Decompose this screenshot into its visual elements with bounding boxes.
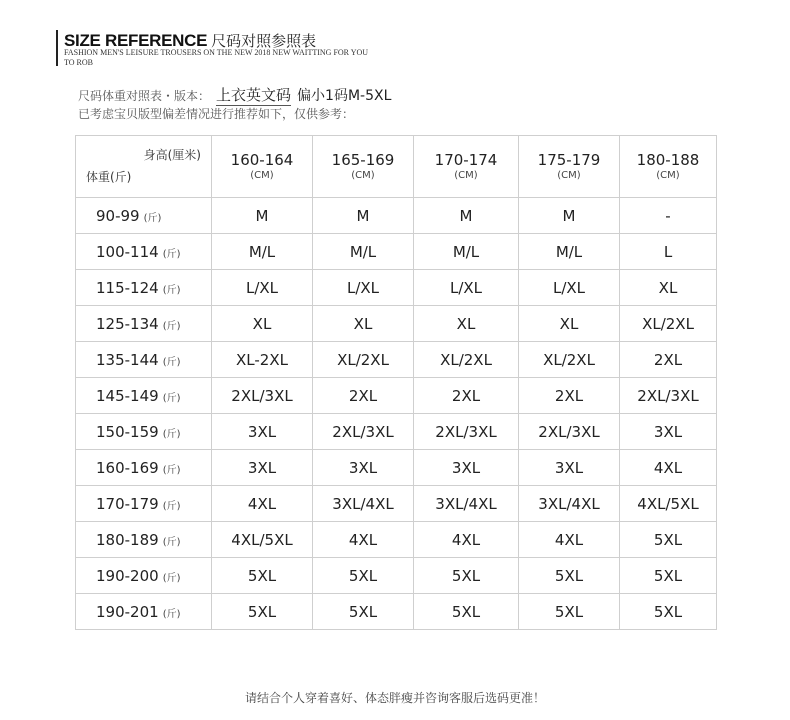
size-cell: XL [519,306,620,342]
height-range: 160-164 [230,150,294,169]
size-cell: XL [313,306,414,342]
size-cell: XL [212,306,313,342]
height-col-header [519,136,620,198]
weight-range: 190-201 [96,603,159,621]
size-cell: 4XL [313,522,414,558]
size-cell: 2XL/3XL [414,414,519,450]
weight-unit: (斤) [162,429,181,440]
height-unit: (CM) [656,169,680,181]
size-cell: 4XL/5XL [212,522,313,558]
size-cell: L [620,234,717,270]
size-cell: 5XL [212,594,313,630]
size-table [75,135,717,630]
size-cell: M/L [519,234,620,270]
table-row [76,270,717,306]
size-cell: 5XL [313,594,414,630]
height-range: 170-174 [434,150,498,169]
size-cell: 4XL [620,450,717,486]
size-cell: XL/2XL [519,342,620,378]
size-cell: M [313,198,414,234]
size-table-body [76,136,717,630]
weight-range: 135-144 [96,351,159,369]
weight-cell [76,486,212,522]
weight-range: 150-159 [96,423,159,441]
height-col-header [620,136,717,198]
weight-range: 145-149 [96,387,159,405]
size-cell: 3XL/4XL [313,486,414,522]
weight-unit: (斤) [162,249,181,260]
size-cell: 5XL [414,594,519,630]
size-cell: 3XL [212,414,313,450]
size-cell: 5XL [620,594,717,630]
table-row [76,450,717,486]
weight-cell [76,270,212,306]
table-row [76,306,717,342]
size-cell: M/L [313,234,414,270]
size-cell: 2XL/3XL [519,414,620,450]
version-note: 偏小1码M-5XL [297,88,392,104]
weight-unit: (斤) [162,609,181,620]
size-cell: 5XL [519,558,620,594]
height-col-header [414,136,519,198]
footer-note: 请结合个人穿着喜好、体态胖瘦并咨询客服后选码更准！ [244,691,545,705]
table-row [76,558,717,594]
size-cell: 2XL/3XL [620,378,717,414]
table-row [76,522,717,558]
height-range: 180-188 [636,150,700,169]
weight-cell [76,378,212,414]
size-cell: XL [620,270,717,306]
size-cell: 3XL/4XL [519,486,620,522]
size-cell: L/XL [313,270,414,306]
size-cell: 5XL [620,522,717,558]
table-corner-cell [76,136,212,198]
weight-range: 160-169 [96,459,159,477]
weight-range: 170-179 [96,495,159,513]
size-cell: 2XL [414,378,519,414]
size-cell: XL-2XL [212,342,313,378]
size-cell: XL/2XL [313,342,414,378]
size-cell: 3XL [313,450,414,486]
weight-range: 180-189 [96,531,159,549]
table-row [76,594,717,630]
size-cell: 2XL/3XL [313,414,414,450]
size-cell: 2XL/3XL [212,378,313,414]
weight-range: 125-134 [96,315,159,333]
weight-cell [76,198,212,234]
size-cell: 5XL [313,558,414,594]
weight-cell [76,450,212,486]
weight-unit: (斤) [162,321,181,332]
size-cell: M/L [212,234,313,270]
height-unit: (CM) [557,169,581,181]
size-cell: M [414,198,519,234]
height-range: 175-179 [537,150,601,169]
weight-cell [76,234,212,270]
weight-cell [76,342,212,378]
weight-range: 100-114 [96,243,159,261]
size-cell: 3XL [212,450,313,486]
size-cell: L/XL [212,270,313,306]
weight-unit: (斤) [162,501,181,512]
height-range: 165-169 [331,150,395,169]
height-unit: (CM) [250,169,274,181]
table-row [76,198,717,234]
table-header-row [76,136,717,198]
weight-unit: (斤) [162,537,181,548]
weight-range: 115-124 [96,279,159,297]
size-cell: 3XL/4XL [414,486,519,522]
version-label: 尺码体重对照表・版本： [78,89,211,103]
version-line [78,84,391,105]
title-chinese: 尺码对照参照表 [211,32,317,50]
weight-range: 90-99 [96,207,140,225]
weight-unit: (斤) [143,213,162,224]
size-cell: 5XL [414,558,519,594]
table-row [76,234,717,270]
size-cell: 4XL [414,522,519,558]
weight-unit: (斤) [162,393,181,404]
size-cell: 3XL [620,414,717,450]
title-accent-bar [56,30,58,66]
subtitle: FASHION MEN'S LEISURE TROUSERS ON THE NEW 2018 NEW WAITTING FOR YOU TO ROB [64,48,369,67]
size-cell: 5XL [212,558,313,594]
size-cell: XL/2XL [414,342,519,378]
weight-unit: (斤) [162,573,181,584]
title-english: SIZE REFERENCE [64,31,208,50]
weight-range: 190-200 [96,567,159,585]
corner-weight-label: 体重(斤) [86,170,132,184]
size-cell: M [519,198,620,234]
size-cell: 2XL [620,342,717,378]
weight-cell [76,594,212,630]
corner-height-label: 身高(厘米) [143,148,201,162]
height-unit: (CM) [454,169,478,181]
size-cell: XL [414,306,519,342]
table-row [76,486,717,522]
size-cell: L/XL [519,270,620,306]
weight-cell [76,306,212,342]
size-cell: 5XL [620,558,717,594]
height-col-header [212,136,313,198]
weight-unit: (斤) [162,465,181,476]
table-row [76,342,717,378]
size-cell: 3XL [414,450,519,486]
size-cell: M [212,198,313,234]
size-cell: 5XL [519,594,620,630]
size-cell: XL/2XL [620,306,717,342]
size-cell: 2XL [313,378,414,414]
size-cell: 3XL [519,450,620,486]
version-value: 上衣英文码 [216,86,292,104]
size-cell: 4XL [212,486,313,522]
size-cell: M/L [414,234,519,270]
size-cell: 4XL/5XL [620,486,717,522]
table-row [76,414,717,450]
size-cell: 2XL [519,378,620,414]
height-unit: (CM) [351,169,375,181]
weight-unit: (斤) [162,357,181,368]
recommend-note: 已考虑宝贝版型偏差情况进行推荐如下，仅供参考： [78,107,355,121]
height-col-header [313,136,414,198]
weight-cell [76,414,212,450]
size-cell: - [620,198,717,234]
size-cell: 4XL [519,522,620,558]
size-cell: L/XL [414,270,519,306]
weight-cell [76,522,212,558]
weight-cell [76,558,212,594]
weight-unit: (斤) [162,285,181,296]
table-row [76,378,717,414]
